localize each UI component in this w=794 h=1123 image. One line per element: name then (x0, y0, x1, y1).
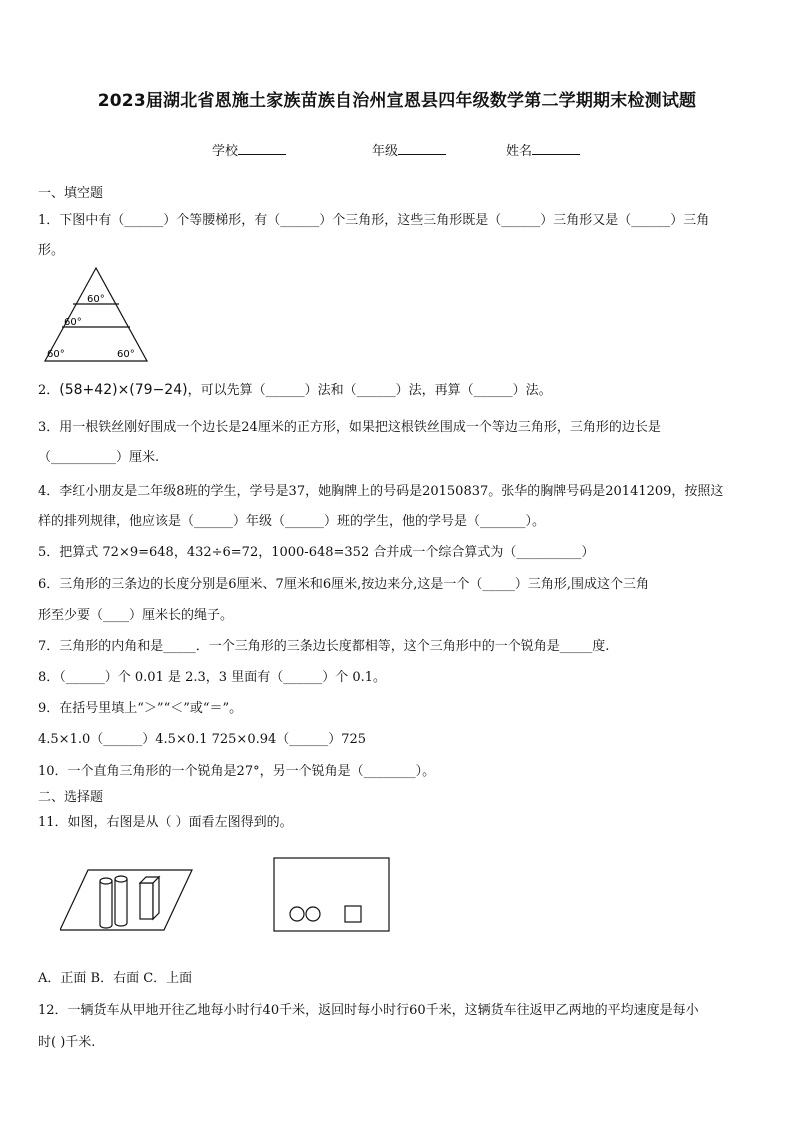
question-1-line-1: 1．下图中有（______）个等腰梯形，有（______）个三角形，这些三角形既是（______）三角形又是（______）三角 (38, 213, 710, 228)
question-4-line-1: 4．李红小朋友是二年级8班的学生，学号是37，她胸牌上的号码是20150837。张华的胸牌号码是20141209，按照这 (38, 484, 724, 499)
cylinder-left (100, 878, 112, 928)
outer-triangle (45, 268, 147, 361)
question-10: 10．一个直角三角形的一个锐角是27°，另一个锐角是（________）。 (38, 764, 436, 779)
question-3-line-1: 3．用一根铁丝刚好围成一个边长是24厘米的正方形，如果把这根铁丝围成一个等边三角形，三角形的边长是 (38, 420, 661, 435)
question-11-options[interactable]: A．正面 B．右面 C．上面 (38, 971, 193, 986)
name-field[interactable] (506, 140, 580, 159)
view-figure (273, 857, 391, 933)
school-blank[interactable] (238, 142, 286, 155)
question-12-line-2: 时( )千米. (38, 1035, 96, 1050)
question-2-number: 2． (38, 383, 60, 398)
question-9-line-1: 9．在括号里填上“＞”“＜”或“＝”。 (38, 701, 243, 716)
angle-label-bottom-right: 60° (117, 349, 135, 360)
section-multiple-choice: 二、选择题 (38, 790, 104, 805)
section-fill-in: 一、填空题 (38, 186, 104, 201)
question-8: 8．（______）个 0.01 是 2.3，3 里面有（______）个 0.1。 (38, 670, 386, 685)
question-9-line-2: 4.5×1.0（______）4.5×0.1 725×0.94（______）725 (38, 732, 367, 747)
school-field[interactable] (212, 140, 286, 159)
grade-label: 年级 (372, 144, 399, 159)
square (345, 906, 361, 922)
question-3-line-2: （__________）厘米. (38, 450, 160, 465)
question-6-line-2: 形至少要（____）厘米长的绳子。 (38, 608, 234, 623)
name-blank[interactable] (532, 142, 580, 155)
question-1-line-2: 形。 (38, 243, 65, 258)
question-2-text: ，可以先算（______）法和（______）法，再算（______）法。 (187, 383, 552, 398)
grade-field[interactable] (372, 140, 446, 159)
question-11: 11．如图，右图是从（ ）面看左图得到的。 (38, 815, 293, 830)
name-label: 姓名 (506, 144, 533, 159)
angle-label-bottom-left: 60° (47, 349, 65, 360)
circle-right (306, 907, 320, 921)
trapezoid-triangle-figure (40, 266, 152, 364)
question-5: 5．把算式 72×9=648，432÷6=72，1000-648=352 合并成一个综合算式为（__________） (38, 545, 595, 560)
grade-blank[interactable] (398, 142, 446, 155)
question-2 (38, 379, 552, 398)
cylinder-right (115, 876, 127, 926)
question-4-line-2: 样的排列规律，他应该是（______）年级（______）班的学生，他的学号是（_______）。 (38, 514, 546, 529)
question-12-line-1: 12．一辆货车从甲地开往乙地每小时行40千米，返回时每小时行60千米，这辆货车往返甲乙两地的平均速度是每小 (38, 1003, 699, 1018)
page-title: 2023届湖北省恩施土家族苗族自治州宣恩县四年级数学第二学期期末检测试题 (97, 91, 697, 111)
circle-left (290, 907, 304, 921)
question-2-expression: (58+42)×(79−24) (59, 382, 188, 398)
rectangular-prism (140, 877, 159, 919)
question-6-line-1: 6．三角形的三条边的长度分别是6厘米、7厘米和6厘米,按边来分,这是一个（_____）三角形,围成这个三角 (38, 577, 649, 592)
school-label: 学校 (212, 144, 239, 159)
view-frame (274, 858, 389, 931)
angle-label-middle: 60° (64, 317, 82, 328)
question-7: 7．三角形的内角和是_____．一个三角形的三条边长度都相等，这个三角形中的一个锐角是_____度. (38, 639, 610, 654)
solid-objects-figure (60, 866, 194, 934)
angle-label-top: 60° (87, 294, 105, 305)
